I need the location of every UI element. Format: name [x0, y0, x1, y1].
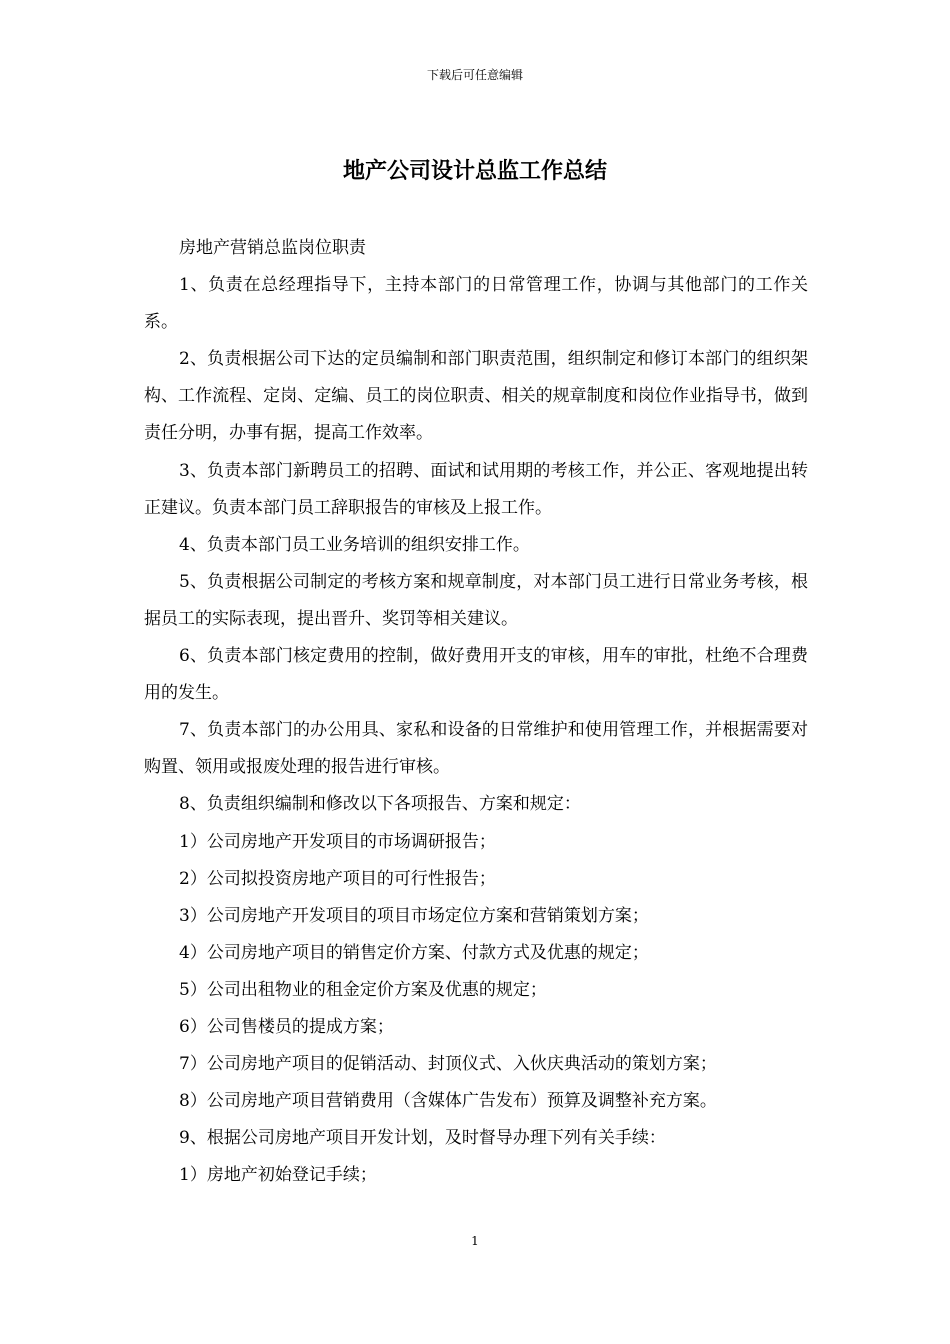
paragraph: 房地产营销总监岗位职责: [179, 238, 366, 258]
paragraph: 2、负责根据公司下达的定员编制和部门职责范围，组织制定和修订本部门的组织架构、工作流程、定岗、定编、员工的岗位职责、相关的规章制度和岗位作业指导书，做到责任分明，办事有据，提高工作效率。: [144, 349, 808, 444]
list-item: 8）公司房地产项目营销费用（含媒体广告发布）预算及调整补充方案。: [179, 1091, 717, 1112]
list-item: 5）公司出租物业的租金定价方案及优惠的规定；: [179, 979, 547, 1000]
header-note: 下载后可任意编辑: [426, 68, 523, 82]
paragraph: 6、负责本部门核定费用的控制，做好费用开支的审核，用车的审批，杜绝不合理费用的发生。: [144, 646, 808, 704]
document-title: 地产公司设计总监工作总结: [342, 158, 607, 184]
list-item: 1）公司房地产开发项目的市场调研报告；: [179, 831, 496, 852]
paragraph: 7、负责本部门的办公用具、家私和设备的日常维护和使用管理工作，并根据需要对购置、领用或报废处理的报告进行审核。: [144, 720, 808, 778]
page-number: 1: [471, 1234, 479, 1248]
paragraph: 5、负责根据公司制定的考核方案和规章制度，对本部门员工进行日常业务考核，根据员工的实际表现，提出晋升、奖罚等相关建议。: [144, 571, 808, 629]
list-item: 2）公司拟投资房地产项目的可行性报告；: [179, 868, 496, 889]
list-item: 4）公司房地产项目的销售定价方案、付款方式及优惠的规定；: [179, 942, 649, 963]
list-item: 1）房地产初始登记手续；: [179, 1165, 377, 1186]
list-item: 3）公司房地产开发项目的项目市场定位方案和营销策划方案；: [179, 905, 649, 926]
document-body: [144, 230, 808, 1194]
paragraph: 3、负责本部门新聘员工的招聘、面试和试用期的考核工作，并公正、客观地提出转正建议。负责本部门员工辞职报告的审核及上报工作。: [144, 460, 808, 518]
paragraph: 8、负责组织编制和修改以下各项报告、方案和规定：: [179, 794, 581, 815]
paragraph: 9、根据公司房地产项目开发计划，及时督导办理下列有关手续：: [179, 1128, 666, 1149]
paragraph: 1、负责在总经理指导下，主持本部门的日常管理工作，协调与其他部门的工作关系。: [144, 275, 808, 333]
list-item: 7）公司房地产项目的促销活动、封顶仪式、入伙庆典活动的策划方案；: [179, 1054, 717, 1075]
paragraph: 4、负责本部门员工业务培训的组织安排工作。: [179, 534, 530, 555]
list-item: 6）公司售楼员的提成方案；: [179, 1016, 394, 1037]
